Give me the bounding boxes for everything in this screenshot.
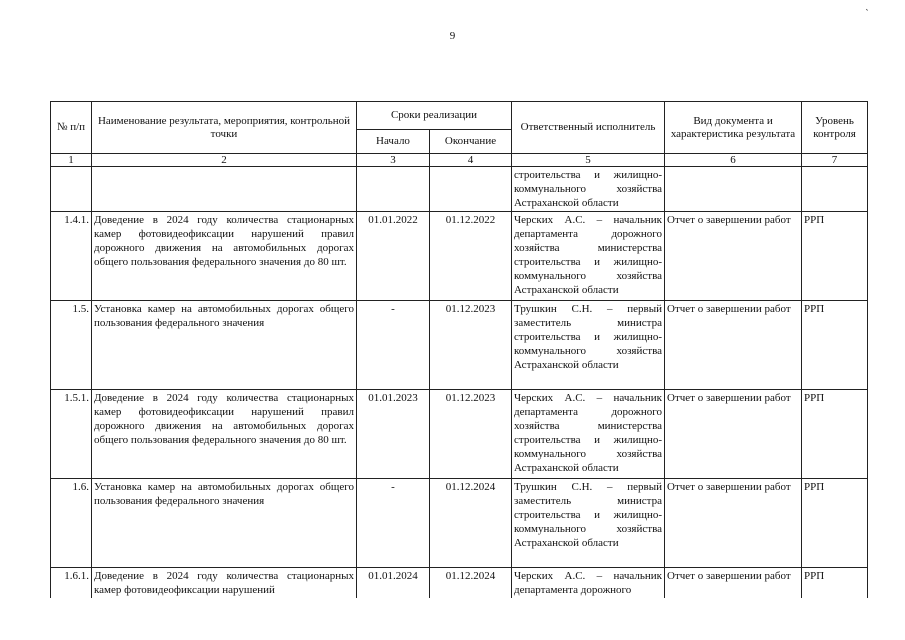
cell-name: Доведение в 2024 году количества стационарных камер фотовидеофиксации нарушений правил дорожного движения на автомобильных дорогах общего пользования федерального значения до 80 шт. (92, 212, 357, 301)
cell-doc: Отчет о завершении работ (665, 390, 802, 479)
cell-responsible: Черских А.С. – начальник департамента дорожного хозяйства министерства строительства и жилищно-коммунального хозяйства Астраханской области (512, 390, 665, 479)
column-number: 4 (430, 154, 512, 167)
cell-doc: Отчет о завершении работ (665, 301, 802, 390)
page-number: 9 (449, 30, 456, 42)
table-row-continuation (51, 167, 868, 212)
cell-doc: Отчет о завершении работ (665, 212, 802, 301)
cell-start: - (357, 301, 430, 390)
cell-num: 1.5. (51, 301, 92, 390)
cell-end: 01.12.2024 (430, 479, 512, 568)
header-name: Наименование результата, мероприятия, контрольной точки (92, 102, 357, 154)
table-row (51, 301, 868, 390)
cell-responsible: Трушкин С.Н. – первый заместитель министра строительства и жилищно-коммунального хозяйства Астраханской области (512, 301, 665, 390)
header-level: Уровень контроля (802, 102, 868, 154)
header-num: № п/п (51, 102, 92, 154)
header-responsible: Ответственный исполнитель (512, 102, 665, 154)
header-doc: Вид документа и характеристика результата (665, 102, 802, 154)
cell-end: 01.12.2023 (430, 390, 512, 479)
column-number-row (51, 154, 868, 167)
cell-num: 1.6. (51, 479, 92, 568)
cell-name: Установка камер на автомобильных дорогах общего пользования федерального значения (92, 301, 357, 390)
column-number: 5 (512, 154, 665, 167)
cell-end: 01.12.2023 (430, 301, 512, 390)
cell-responsible: Трушкин С.Н. – первый заместитель министра строительства и жилищно-коммунального хозяйства Астраханской области (512, 479, 665, 568)
cell-responsible: Черских А.С. – начальник департамента дорожного (512, 568, 665, 599)
cell-level: РРП (802, 212, 868, 301)
cell-num: 1.6.1. (51, 568, 92, 599)
cell-end: 01.12.2024 (430, 568, 512, 599)
table-row (51, 212, 868, 301)
cell-num: 1.4.1. (51, 212, 92, 301)
cell-end: 01.12.2022 (430, 212, 512, 301)
cell-start: 01.01.2023 (357, 390, 430, 479)
cell-doc: Отчет о завершении работ (665, 568, 802, 599)
cell-level: РРП (802, 301, 868, 390)
table-row (51, 479, 868, 568)
column-number: 2 (92, 154, 357, 167)
header-terms: Сроки реализации (357, 102, 512, 130)
cell-responsible: Черских А.С. – начальник департамента дорожного хозяйства министерства строительства и жилищно-коммунального хозяйства Астраханской области (512, 212, 665, 301)
cell-level: РРП (802, 568, 868, 599)
column-number: 7 (802, 154, 868, 167)
cell-level: РРП (802, 479, 868, 568)
cell-responsible: строительства и жилищно-коммунального хозяйства Астраханской области (512, 167, 665, 212)
header-start: Начало (357, 130, 430, 154)
cell-name: Установка камер на автомобильных дорогах общего пользования федерального значения (92, 479, 357, 568)
column-number: 1 (51, 154, 92, 167)
corner-mark: ` (862, 7, 870, 20)
cell-name: Доведение в 2024 году количества стационарных камер фотовидеофиксации нарушений (92, 568, 357, 599)
cell-name: Доведение в 2024 году количества стационарных камер фотовидеофиксации нарушений правил дорожного движения на автомобильных дорогах общего пользования федерального значения до 80 шт. (92, 390, 357, 479)
cell-start: 01.01.2024 (357, 568, 430, 599)
cell-start: - (357, 479, 430, 568)
plan-table (50, 101, 868, 598)
table-row (51, 390, 868, 479)
cell-start: 01.01.2022 (357, 212, 430, 301)
column-number: 6 (665, 154, 802, 167)
column-number: 3 (357, 154, 430, 167)
cell-doc: Отчет о завершении работ (665, 479, 802, 568)
header-end: Окончание (430, 130, 512, 154)
table-row (51, 568, 868, 599)
cell-level: РРП (802, 390, 868, 479)
cell-num: 1.5.1. (51, 390, 92, 479)
